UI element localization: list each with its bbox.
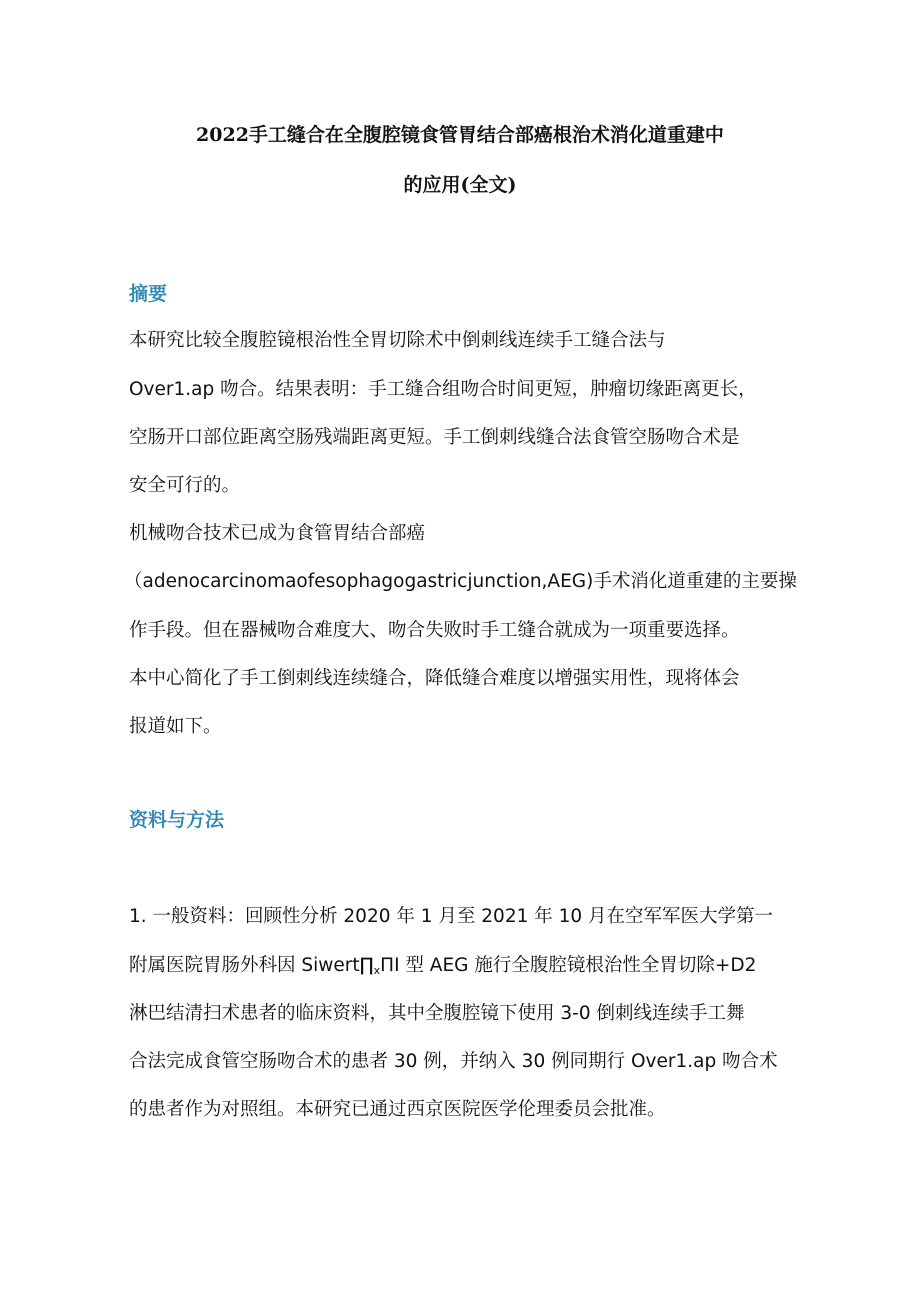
methods-line-4: 合法完成食管空肠吻合术的患者 30 例，并纳入 30 例同期行 Over1.ap 吻合术 — [129, 1051, 778, 1072]
abstract-line-5: 机械吻合技术已成为食管胃结合部癌 — [129, 523, 426, 544]
methods-heading: 资料与方法 — [129, 809, 225, 831]
abstract-line-9: 报道如下。 — [129, 716, 222, 737]
abstract-line-6: （adenocarcinomaofesophagogastricjunction,AEG)手术消化道重建的主要操 — [124, 571, 797, 592]
abstract-line-2: Over1.ap 吻合。结果表明：手工缝合组吻合时间更短，肿瘤切缘距离更长， — [129, 379, 757, 400]
abstract-line-3: 空肠开口部位距离空肠残端距离更短。手工倒刺线缝合法食管空肠吻合术是 — [129, 427, 740, 448]
methods-line-2-text-a: 附属医院胃肠外科因 Siwert∏ — [129, 955, 374, 976]
abstract-line-8: 本中心简化了手工倒刺线连续缝合，降低缝合难度以增强实用性，现将体会 — [129, 668, 740, 689]
methods-line-5: 的患者作为对照组。本研究已通过西京医院医学伦理委员会批准。 — [129, 1099, 666, 1120]
methods-line-2 — [129, 954, 756, 983]
abstract-line-1: 本研究比较全腹腔镜根治性全胃切除术中倒刺线连续手工缝合法与 — [129, 330, 666, 351]
abstract-line-4: 安全可行的。 — [129, 475, 241, 496]
methods-line-1: 1. 一般资料：回顾性分析 2020 年 1 月至 2021 年 10 月在空军军医大学第一 — [129, 906, 774, 927]
abstract-line-7: 作手段。但在器械吻合难度大、吻合失败时手工缝合就成为一项重要选择。 — [129, 620, 740, 641]
subscript-x: x — [373, 964, 381, 977]
methods-line-2-text-b: ΠI 型 AEG 施行全腹腔镜根治性全胃切除+D2 — [380, 955, 757, 976]
document-title-line-2: 的应用(全文) — [403, 174, 517, 196]
abstract-heading: 摘要 — [129, 283, 168, 305]
document-title-line-1: 2022手工缝合在全腹腔镜食管胃结合部癌根治术消化道重建中 — [196, 124, 724, 146]
methods-line-3: 淋巴结清扫术患者的临床资料，其中全腹腔镜下使用 3-0 倒刺线连续手工舞 — [129, 1003, 745, 1024]
